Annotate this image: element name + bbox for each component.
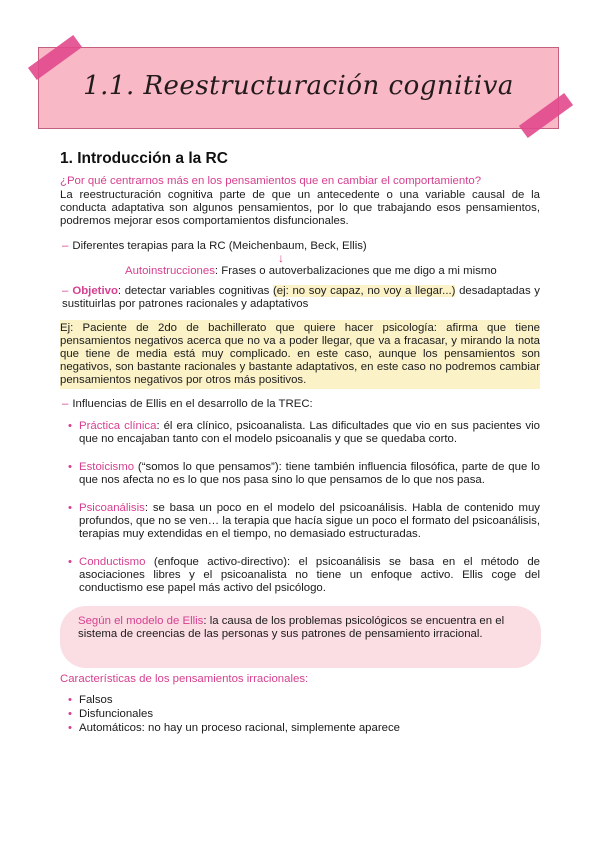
- ellis-model-text: : la causa de los problemas psicológicos se encuentra en el sistema de creencias de las personas y sus patrones de pensamiento irracional.: [78, 615, 505, 640]
- objective-text-end: desadaptadas y sustituirlas por patrones racionales y adaptativos: [62, 285, 540, 310]
- influences-heading-text: Influencias de Ellis en el desarrollo de la TREC:: [72, 398, 313, 410]
- influence-term: Conductismo: [79, 556, 146, 568]
- bullet-icon: •: [68, 502, 72, 514]
- arrow-down-icon: ↓: [278, 251, 284, 265]
- intro-paragraph: La reestructuración cognitiva parte de que un antecedente o una variable causal de la conducta adaptativa son algunos pensamientos, por lo que trabajando esos pensamientos, podremos mejorar esos comportamientos disfuncionales.: [60, 189, 540, 227]
- dash-marker: –: [62, 285, 69, 297]
- influences-heading: [62, 398, 532, 411]
- page-title: 1.1. Reestructuración cognitiva: [83, 71, 514, 101]
- objective-label: Objetivo: [72, 285, 118, 297]
- influence-text: (“somos lo que pensamos”): tiene también influencia filosófica, parte de que lo que nos afecta no es lo que nos pasa sino lo que pensamos de lo que nos pasa.: [79, 461, 540, 486]
- dash-marker: –: [62, 240, 69, 252]
- ellis-model-callout: [60, 606, 541, 668]
- characteristics-heading: Características de los pensamientos irracionales:: [60, 673, 309, 685]
- bullet-icon: •: [68, 461, 72, 473]
- dash-marker: –: [62, 398, 69, 410]
- example-box: Ej: Paciente de 2do de bachillerato que quiere hacer psicología: afirma que tiene pensamientos negativos acerca que no va a poder llegar, que va a fracasar, y mirando la nota que tiene de media está muy complicado. en este caso, aunque los pensamientos son negativos, son bastante racionales y bastante adaptativos, en este caso no podremos cambiar pensamientos negativos por otros más positivos.: [60, 320, 540, 389]
- guiding-question: ¿Por qué centrarnos más en los pensamientos que en cambiar el comportamiento?: [60, 175, 482, 187]
- characteristic-text: Falsos: [79, 694, 113, 706]
- influence-text: : se basa un poco en el modelo del psicoanálisis. Habla de contenido muy profundos, que no se ven… la terapia que hacía sigue un poco el formato del psicoanálisis, terapias muy extendidas en el tiempo, no demasiado estructuradas.: [79, 502, 540, 540]
- therapies-line: [62, 240, 532, 253]
- bullet-icon: •: [68, 420, 72, 432]
- influence-term: Práctica clínica: [79, 420, 157, 432]
- characteristic-text: Automáticos: no hay un proceso racional, simplemente aparece: [79, 722, 401, 734]
- section-heading: 1. Introducción a la RC: [60, 150, 228, 167]
- autoinstructions-line: [125, 265, 545, 278]
- therapies-text: Diferentes terapias para la RC (Meichenbaum, Beck, Ellis): [72, 240, 367, 252]
- autoinstructions-text: : Frases o autoverbalizaciones que me digo a mi mismo: [214, 265, 497, 277]
- influence-term: Psicoanálisis: [79, 502, 145, 514]
- influence-term: Estoicismo: [79, 461, 135, 473]
- bullet-icon: •: [68, 708, 72, 720]
- bullet-icon: •: [68, 556, 72, 568]
- bullet-icon: •: [68, 694, 72, 706]
- influence-text: (enfoque activo-directivo): el psicoanálisis se basa en el método de asociaciones libres y el psicoanalista no tiene un enfoque activo. Ellis coge del conductismo ese papel más activo del psicólogo.: [79, 556, 540, 594]
- autoinstructions-term: Autoinstrucciones: [125, 265, 215, 277]
- objective-example: (ej: no soy capaz, no voy a llegar...): [273, 285, 456, 297]
- ellis-model-term: Según el modelo de Ellis: [78, 615, 204, 627]
- title-banner: [38, 47, 559, 129]
- influence-text: : él era clínico, psicoanalista. Las dificultades que vio en sus pacientes vio que no encajaban tanto con el modelo psicoanalis y que se quedaba corto.: [79, 420, 540, 445]
- objective-paragraph: [62, 285, 540, 311]
- objective-text: : detectar variables cognitivas: [117, 285, 274, 297]
- bullet-icon: •: [68, 722, 72, 734]
- characteristic-text: Disfuncionales: [79, 708, 154, 720]
